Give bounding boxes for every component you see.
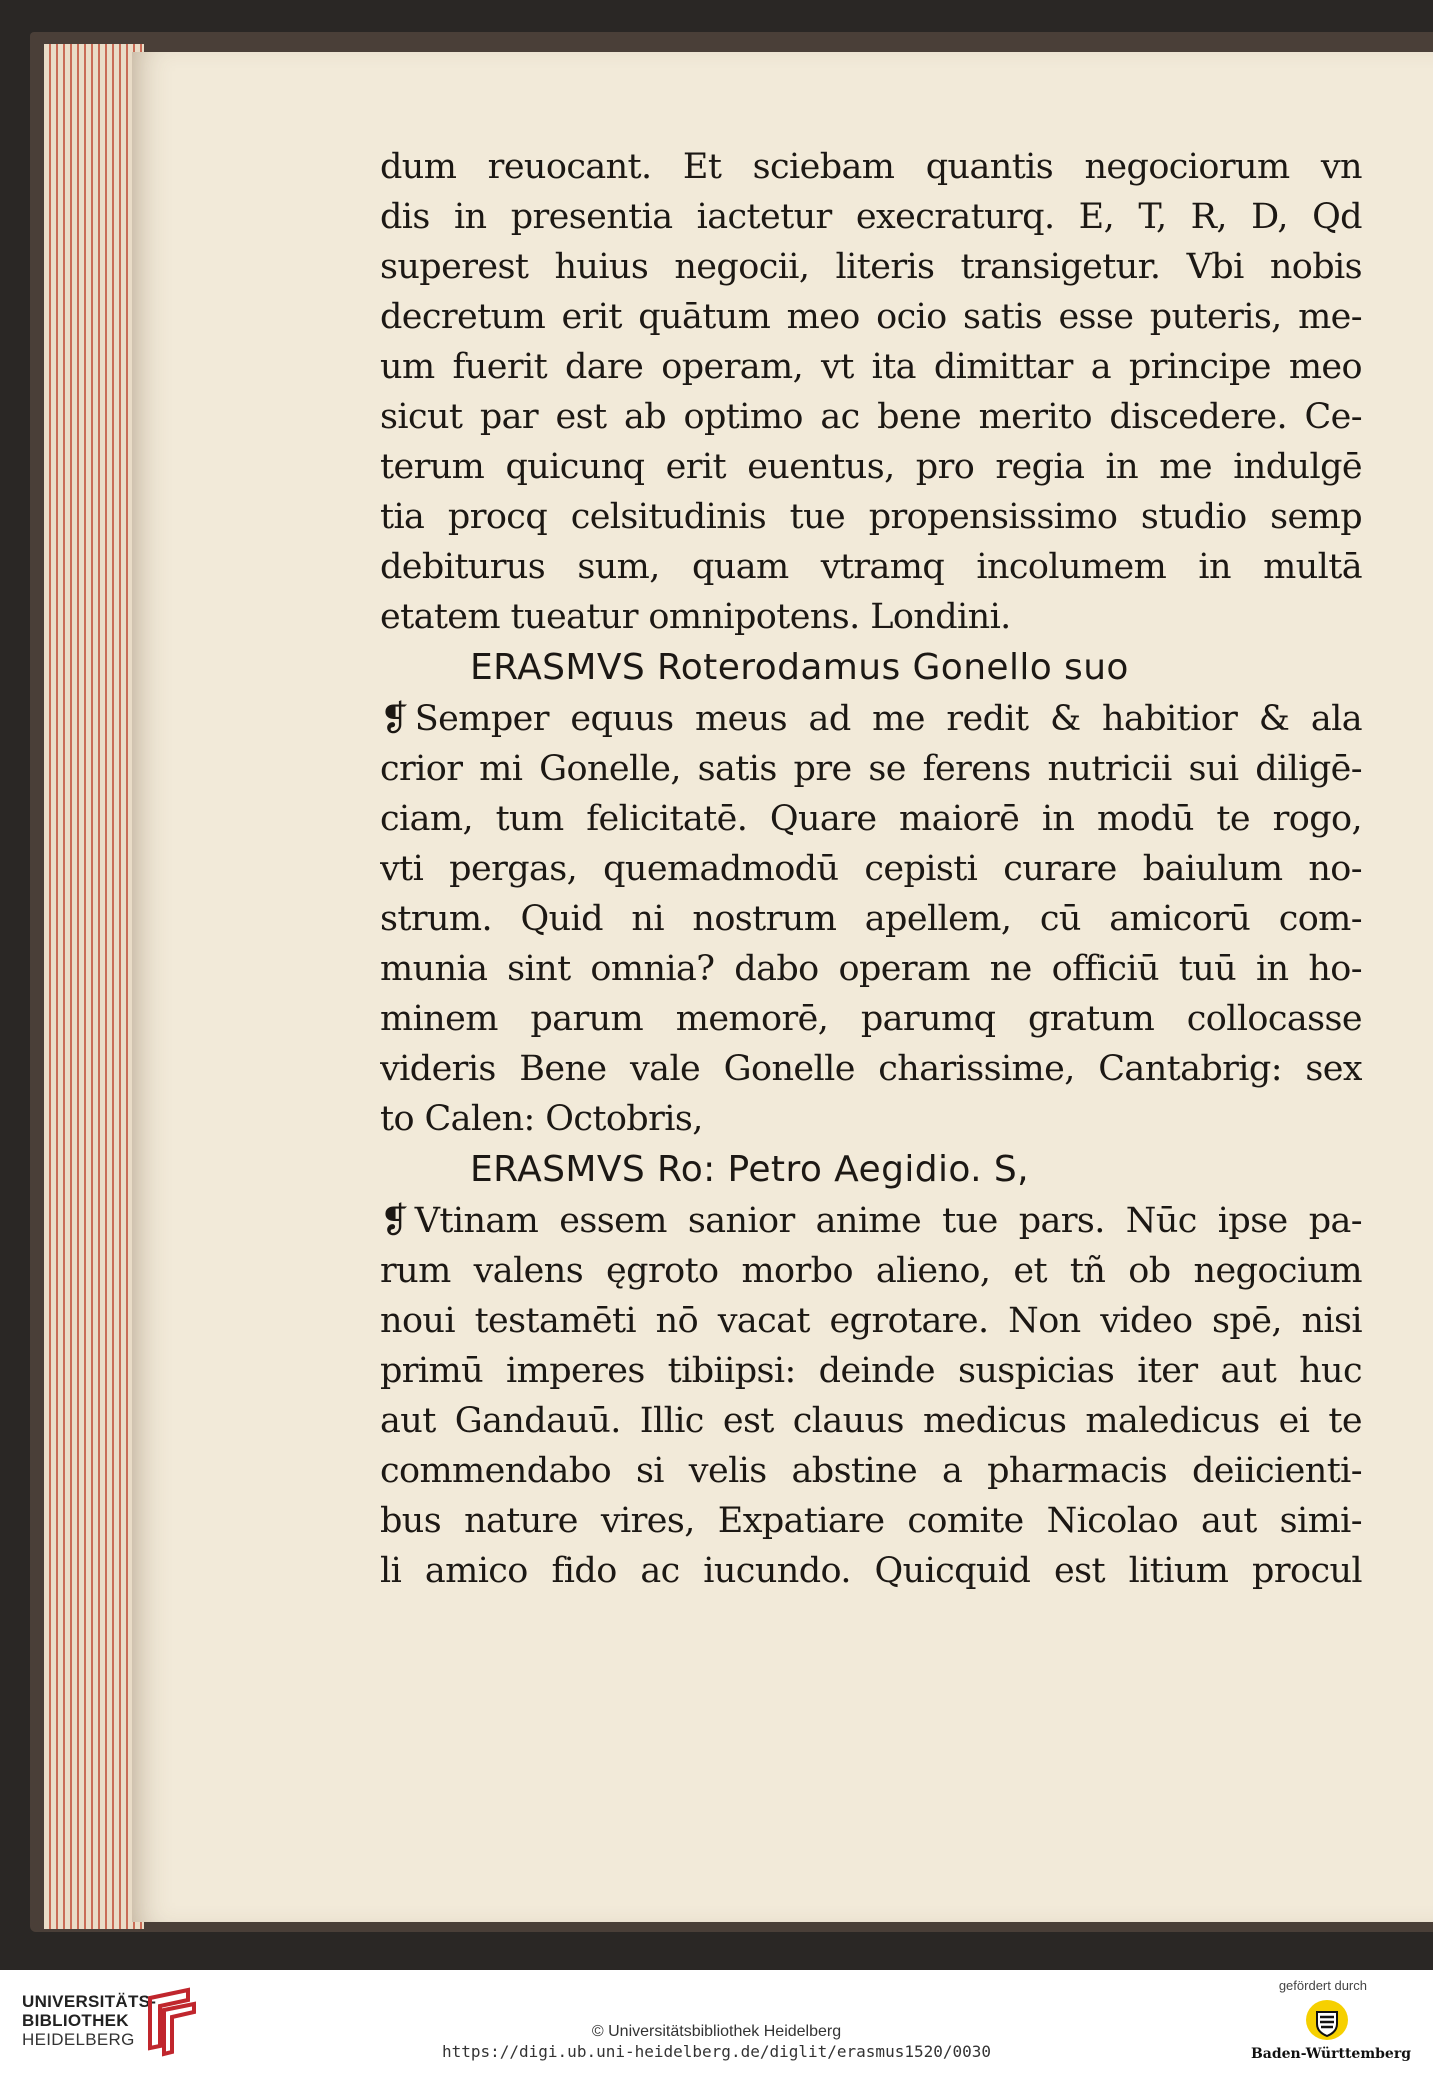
text-line: to Calen: Octobris,: [380, 1099, 703, 1139]
text-line: aut Gandauū. Illic est clauus medicus maledicus ei te: [380, 1401, 1362, 1441]
text-line: dum reuocant. Et sciebam quantis negociorum vn: [380, 147, 1362, 187]
text-line: primū imperes tibiipsi: deinde suspicias iter aut huc: [380, 1351, 1362, 1391]
text-line: noui testamēti nō vacat egrotare. Non video spē, nisi: [380, 1301, 1362, 1341]
pilcrow-icon: ❡: [380, 699, 409, 739]
text-line: minem parum memorē, parumq gratum collocasse: [380, 999, 1362, 1039]
text-line: ciam, tum felicitatē. Quare maiorē in modū te rogo,: [380, 799, 1362, 839]
text-line: um fuerit dare operam, vt ita dimittar a principe meo: [380, 347, 1362, 387]
text-line: dis in presentia iactetur execraturq. E, T, R, D, Qd: [380, 197, 1362, 237]
text-line: bus nature vires, Expatiare comite Nicolao aut simi-: [380, 1501, 1362, 1541]
letter-heading: ERASMVS Ro: Petro Aegidio. S,: [470, 1149, 1029, 1190]
text-line: videris Bene vale Gonelle charissime, Cantabrig: sex: [380, 1049, 1362, 1089]
library-logo-text: UNIVERSITÄTS- BIBLIOTHEK HEIDELBERG: [22, 1992, 157, 2049]
text-line: terum quicunq erit euentus, pro regia in me indulgē: [380, 447, 1362, 487]
text-line: tia procq celsitudinis tue propensissimo studio semp: [380, 497, 1362, 537]
pilcrow-icon: ❡: [380, 1201, 409, 1241]
text-line: debiturus sum, quam vtramq incolumem in multā: [380, 547, 1362, 587]
state-crest-icon: [1305, 1998, 1349, 2042]
text-line: munia sint omnia? dabo operam ne officiū tuū in ho-: [380, 949, 1362, 989]
text-line: li amico fido ac iucundo. Quicquid est litium procul: [380, 1551, 1362, 1591]
text-line: sicut par est ab optimo ac bene merito discedere. Ce-: [380, 397, 1362, 437]
text-line: strum. Quid ni nostrum apellem, cū amicorū com-: [380, 899, 1362, 939]
text-line: rum valens ęgroto morbo alieno, et tñ ob negocium: [380, 1251, 1362, 1291]
text-line: crior mi Gonelle, satis pre se ferens nutricii sui diligē-: [380, 749, 1362, 789]
page-url-link[interactable]: https://digi.ub.uni-heidelberg.de/diglit/erasmus1520/0030: [441, 2042, 992, 2061]
text-line: ❡ Vtinam essem sanior anime tue pars. Nūc ipse pa-: [380, 1201, 1362, 1241]
sponsor-name: Baden-Württemberg: [1250, 2046, 1411, 2062]
text-line: ❡ Semper equus meus ad me redit & habitior & ala: [380, 699, 1362, 739]
footer: [0, 1970, 1433, 2073]
text-line: commendabo si velis abstine a pharmacis deiicienti-: [380, 1451, 1362, 1491]
text-line: vti pergas, quemadmodū cepisti curare baiulum no-: [380, 849, 1362, 889]
text-line: etatem tueatur omnipotens. Londini.: [380, 597, 1011, 637]
page-text: [380, 142, 1362, 1596]
copyright-text: © Universitätsbibliothek Heidelberg: [591, 2023, 842, 2040]
sponsor-label: gefördert durch: [1278, 1978, 1367, 1993]
letter-heading: ERASMVS Roterodamus Gonello suo: [470, 647, 1129, 688]
text-line: decretum erit quātum meo ocio satis esse puteris, me-: [380, 297, 1362, 337]
text-line: superest huius negocii, literis transigetur. Vbi nobis: [380, 247, 1362, 287]
page-edges: [44, 44, 144, 1929]
